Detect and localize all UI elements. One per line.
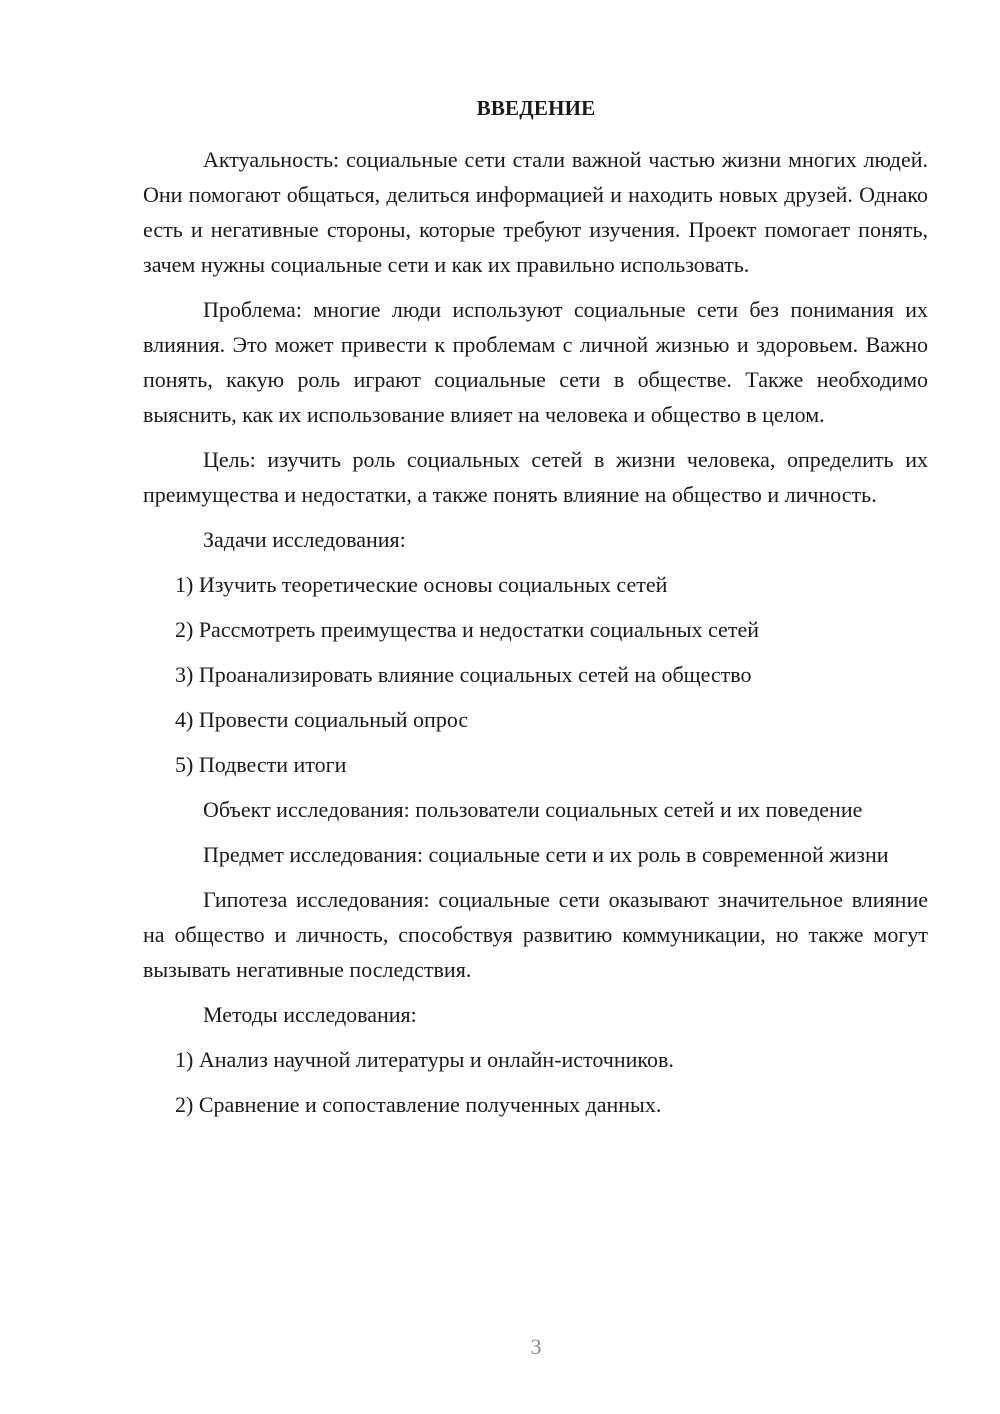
method-item-2: 2) Сравнение и сопоставление полученных данных.: [175, 1092, 662, 1117]
section-body: [143, 142, 928, 1132]
page-number: 3: [530, 1334, 542, 1359]
task-item-1: 1) Изучить теоретические основы социальных сетей: [175, 572, 668, 597]
goal-paragraph: Цель: изучить роль социальных сетей в жизни человека, определить их преимущества и недостатки, а также понять влияние на общество и личность.: [143, 447, 928, 507]
task-item-4: 4) Провести социальный опрос: [175, 707, 469, 732]
methods-heading: Методы исследования:: [203, 1002, 417, 1027]
tasks-heading: Задачи исследования:: [203, 527, 406, 552]
hypothesis-paragraph: Гипотеза исследования: социальные сети оказывают значительное влияние на общество и личность, способствуя развитию коммуникации, но также могут вызывать негативные последствия.: [143, 887, 928, 982]
object-paragraph: Объект исследования: пользователи социальных сетей и их поведение: [203, 797, 863, 822]
task-item-2: 2) Рассмотреть преимущества и недостатки социальных сетей: [175, 617, 759, 642]
relevance-paragraph: Актуальность: социальные сети стали важной частью жизни многих людей. Они помогают общаться, делиться информацией и находить новых друзей. Однако есть и негативные стороны, которые требуют изучения. Проект помогает понять, зачем нужны социальные сети и как их правильно использовать.: [143, 147, 928, 277]
subject-paragraph: Предмет исследования: социальные сети и их роль в современной жизни: [203, 842, 889, 867]
section-title: ВВЕДЕНИЕ: [476, 96, 596, 120]
task-item-3: 3) Проанализировать влияние социальных сетей на общество: [175, 662, 752, 687]
task-item-5: 5) Подвести итоги: [175, 752, 347, 777]
method-item-1: 1) Анализ научной литературы и онлайн-источников.: [175, 1047, 674, 1072]
problem-paragraph: Проблема: многие люди используют социальные сети без понимания их влияния. Это может привести к проблемам с личной жизнью и здоровьем. Важно понять, какую роль играют социальные сети в обществе. Также необходимо выяснить, как их использование влияет на человека и общество в целом.: [143, 297, 928, 427]
